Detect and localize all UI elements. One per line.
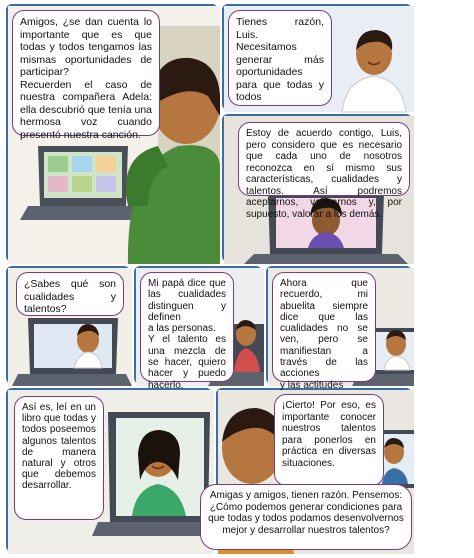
speech-bubble-4: ¿Sabes qué son cualidades y talentos? (16, 272, 124, 316)
panel-4 (6, 266, 130, 384)
speech-bubble-2: Tienes razón, Luis. Necesitamos generar más oportunidades para que todas y todos (228, 10, 332, 106)
speech-bubble-3: Estoy de acuerdo contigo, Luis, pero considero que es necesario que cada uno de nosotros reconozca en sí mismo sus características, cualidades y talentos. Así podremos aceptarnos, valorarnos y, por supuesto, valorar a los demás. (238, 122, 410, 196)
speech-bubble-5: Mi papá dice que las cualidades distinguen y definen a las personas. Y el talento es una mezcla de se hacer, quiero hacer y puedo hacerlo. (140, 272, 234, 382)
panel-1 (6, 4, 218, 262)
panel-2 (222, 4, 412, 110)
speech-bubble-6: Ahora que recuerdo, mi abuelita siempre dice que las cualidades no se ven, pero se manifiestan a través de las acciones y las actitudes (272, 272, 376, 382)
speech-bubble-9: Amigas y amigos, tienen razón. Pensemos: ¿Cómo podemos generar condiciones para que todas y todos podamos desenvolvernos mejor y desarrollar nuestros talentos? (200, 484, 412, 550)
panel-5 (134, 266, 262, 391)
panel-7 (6, 388, 212, 552)
panel-6 (266, 266, 412, 391)
speech-bubble-luis-1: Amigos, ¿se dan cuenta lo importante que es que todas y todos tengamos las mismas oportunidades de participar? Recuerden el caso de nuestra compañera Adela: ella descubrió que tenía una hermosa voz cuando presentó nuestra canción. (12, 10, 160, 136)
speech-bubble-8: ¡Cierto! Por eso, es importante conocer nuestros talentos para ponerlos en práctica en diversas situaciones. (274, 394, 384, 486)
panel-3 (222, 114, 412, 262)
speech-bubble-7: Así es, leí en un libro que todas y todos poseemos algunos talentos de manera natural y otros que debemos desarrollar. (14, 396, 104, 520)
